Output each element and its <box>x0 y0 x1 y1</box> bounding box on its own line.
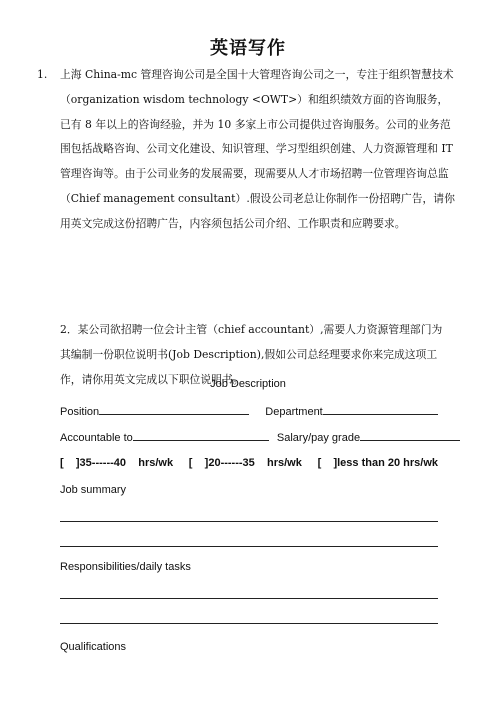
question-1-text: 上海 China-mc 管理咨询公司是全国十大管理咨询公司之一，专注于组织智慧技术（organization wisdom technology <OWT>）和组织绩效方面的咨询服务，已有 8 年以上的咨询经验，并为 10 多家上市公司提供过咨询服务。公司的业务范围包括战略咨询、公司文化建设、知识管理、学习型组织创建、人力资源管理和 IT 管理咨询等。由于公司业务的发展需要，现需要从人才市场招聘一位管理咨询总监（Chief management consultant）.假设公司老总让你制作一份招聘广告，请你用英文完成这份招聘广告，内容须包括公司介绍、工作职责和应聘要求。 <box>60 68 455 230</box>
responsibilities-line-2[interactable] <box>60 623 438 624</box>
accountable-blank[interactable] <box>133 430 269 441</box>
job-summary-line-1[interactable] <box>60 521 438 522</box>
department-label: Department <box>265 406 323 418</box>
accountable-label: Accountable to <box>60 432 133 444</box>
position-blank[interactable] <box>99 404 249 415</box>
job-summary-label: Job summary <box>60 484 127 496</box>
responsibilities-label: Responsibilities/daily tasks <box>60 561 191 573</box>
accountable-row <box>60 430 440 444</box>
hours-row <box>60 457 440 469</box>
page-title: 英语写作 <box>210 38 286 59</box>
hours-options <box>60 457 438 469</box>
question-2-text: 2．某公司欲招聘一位会计主管（chief accountant）,需要人力资源管理部门为其编制一份职位说明书(Job Description),假如公司总经理要求你来完成这项工作，请你用英文完成以下职位说明书。 <box>60 323 443 386</box>
responsibilities-line-1[interactable] <box>60 598 438 599</box>
job-summary-line-2[interactable] <box>60 546 438 547</box>
hours-option-3[interactable]: [ ]less than 20 hrs/wk <box>317 457 438 469</box>
question-1 <box>37 63 456 237</box>
salary-label: Salary/pay grade <box>276 432 361 444</box>
hours-option-1[interactable]: [ ]35------40 hrs/wk <box>60 457 174 469</box>
position-label: Position <box>60 406 100 418</box>
question-1-number: 1. <box>37 68 48 81</box>
department-blank[interactable] <box>323 404 438 415</box>
hours-option-2[interactable]: [ ]20------35 hrs/wk <box>188 457 302 469</box>
position-row <box>60 404 440 418</box>
salary-blank[interactable] <box>360 430 460 441</box>
job-description-title: Job Description <box>210 378 286 390</box>
qualifications-label: Qualifications <box>60 641 127 653</box>
